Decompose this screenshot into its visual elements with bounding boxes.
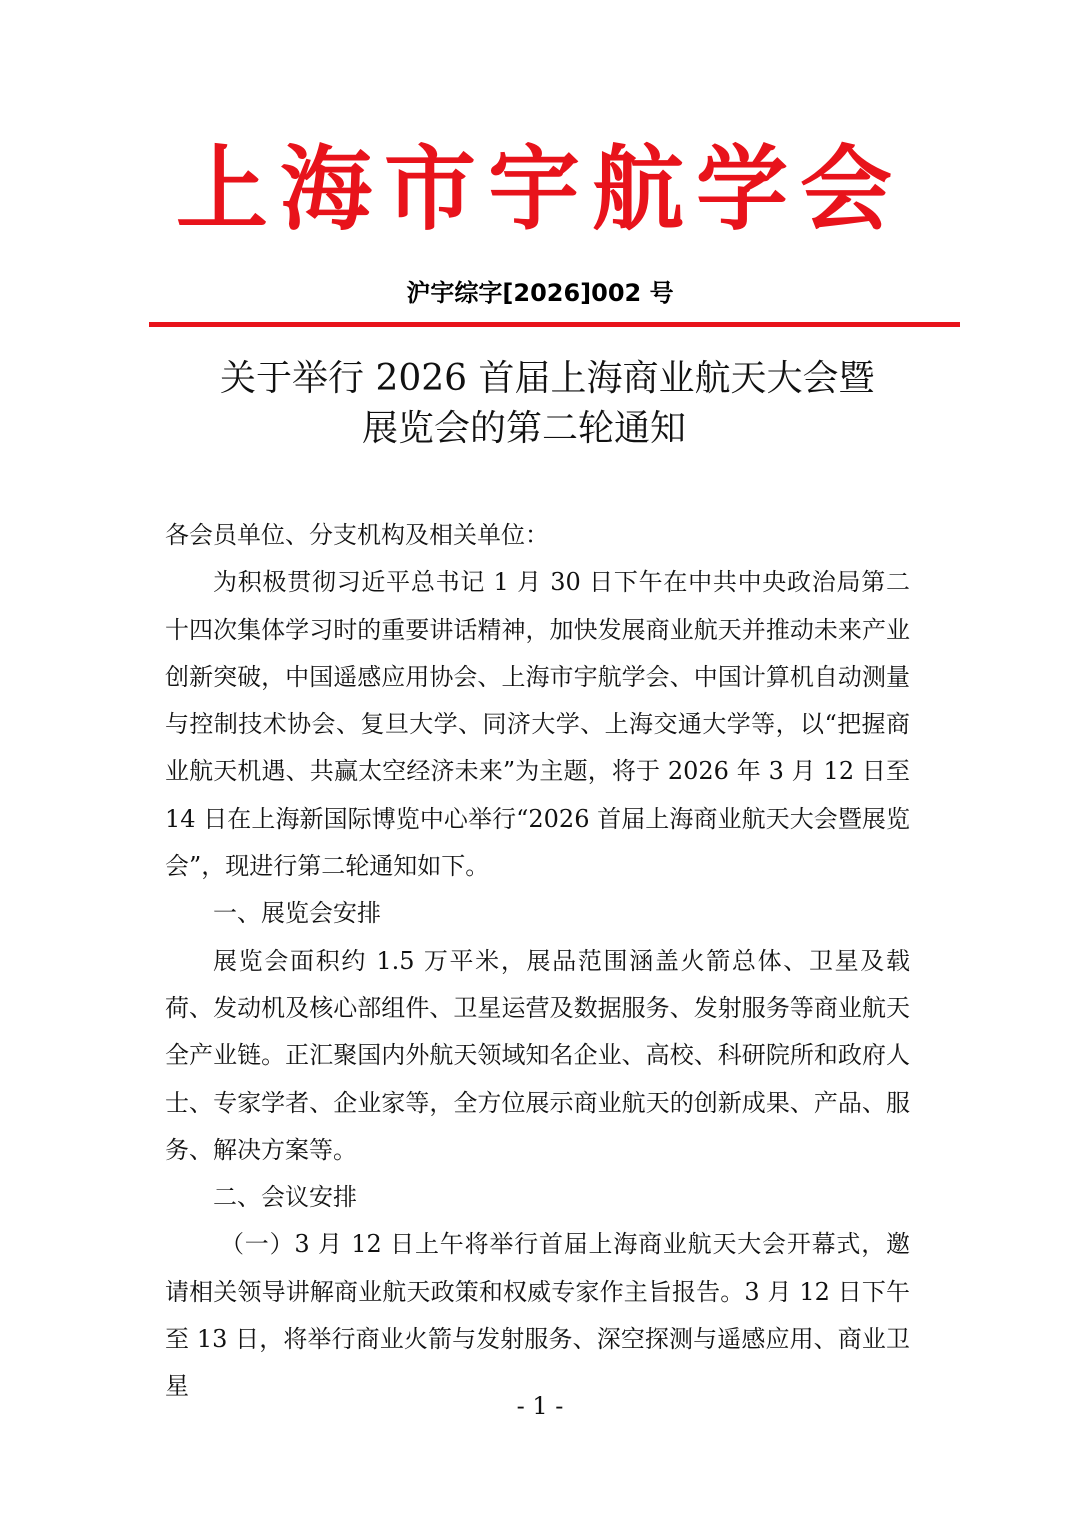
exhibition-paragraph: 展览会面积约 1.5 万平米，展品范围涵盖火箭总体、卫星及载荷、发动机及核心部组件、卫星运营及数据服务、发射服务等商业航天全产业链。正汇聚国内外航天领域知名企业、高校、科研院所和政府人士、专家学者、企业家等，全方位展示商业航天的创新成果、产品、服务、解决方案等。 <box>165 946 910 1164</box>
red-divider-line <box>149 322 960 327</box>
page-number: - 1 - <box>516 1392 564 1420</box>
title-line-2: 展览会的第二轮通知 <box>362 408 687 449</box>
org-masthead: 上海市宇航学会 <box>175 136 904 243</box>
salutation: 各会员单位、分支机构及相关单位： <box>165 521 549 549</box>
conference-paragraph: （一）3 月 12 日上午将举行首届上海商业航天大会开幕式，邀请相关领导讲解商业航天政策和权威专家作主旨报告。3 月 12 日下午至 13 日，将举行商业火箭与发射服务、深空探测与遥感应用、商业卫星 <box>165 1230 910 1401</box>
document-number: 沪宇综字[2026]002 号 <box>406 279 674 307</box>
intro-paragraph: 为积极贯彻习近平总书记 1 月 30 日下午在中共中央政治局第二十四次集体学习时的重要讲话精神，加快发展商业航天并推动未来产业创新突破，中国遥感应用协会、上海市宇航学会、中国计算机自动测量与控制技术协会、复旦大学、同济大学、上海交通大学等，以“把握商业航天机遇、共赢太空经济未来”为主题，将于 2026 年 3 月 12 日至 14 日在上海新国际博览中心举行“2026 首届上海商业航天大会暨展览会”，现进行第二轮通知如下。 <box>165 568 910 881</box>
title-line-1: 关于举行 2026 首届上海商业航天大会暨 <box>220 358 875 399</box>
section-heading-conference: 二、会议安排 <box>213 1183 357 1212</box>
document-body <box>165 512 910 1411</box>
section-heading-exhibition: 一、展览会安排 <box>213 899 381 928</box>
